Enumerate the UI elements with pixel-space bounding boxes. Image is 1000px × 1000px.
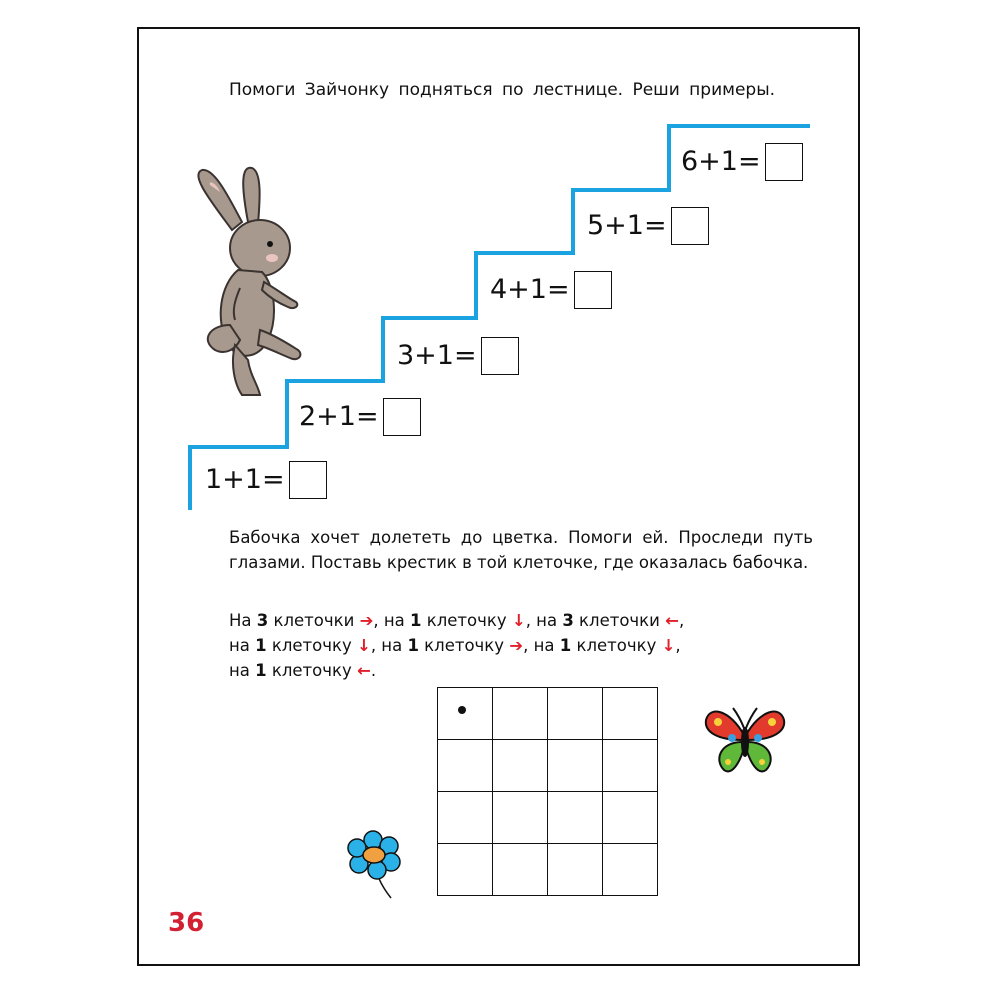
arrow-down-icon: ↓	[511, 611, 526, 630]
task2-steps	[229, 608, 684, 683]
grid-cell[interactable]	[603, 792, 658, 844]
grid-cell[interactable]	[548, 792, 603, 844]
grid-cell[interactable]	[438, 792, 493, 844]
equation-expr: 6+1=	[681, 146, 761, 177]
step-count: 1	[255, 636, 267, 655]
grid-cell[interactable]	[438, 740, 493, 792]
text: клеточку	[421, 611, 512, 630]
step-count: 1	[559, 636, 572, 655]
text: , на	[373, 611, 411, 630]
text: , на	[370, 636, 408, 655]
flower-icon	[345, 830, 410, 900]
equation-expr: 2+1=	[299, 401, 379, 432]
step-count: 1	[407, 636, 419, 655]
bunny-icon	[180, 160, 310, 410]
path-grid	[437, 687, 658, 896]
arrow-right-icon: ➔	[509, 636, 524, 655]
equation-expr: 1+1=	[205, 464, 285, 495]
task2-instructions: Бабочка хочет долететь до цветка. Помоги ей. Проследи путь глазами. Поставь крестик в той клеточке, где оказалась бабочка.	[229, 528, 813, 572]
grid-cell[interactable]	[493, 792, 548, 844]
step-count: 1	[255, 661, 267, 680]
text: на	[229, 636, 256, 655]
equation-4	[490, 270, 612, 310]
grid-cell[interactable]	[438, 688, 493, 740]
equation-3	[397, 336, 519, 376]
arrow-right-icon: ➔	[359, 611, 374, 630]
page-number: 36	[168, 908, 205, 938]
text: .	[370, 661, 377, 680]
answer-box[interactable]	[481, 337, 519, 375]
answer-box[interactable]	[289, 461, 327, 499]
grid-cell[interactable]	[548, 740, 603, 792]
grid-cell[interactable]	[548, 844, 603, 896]
grid-cell[interactable]	[603, 740, 658, 792]
text: клеточку	[418, 636, 510, 655]
butterfly-icon	[700, 700, 790, 780]
grid-cell[interactable]	[493, 688, 548, 740]
equation-5	[587, 206, 709, 246]
text: клеточку	[266, 636, 357, 655]
text: клеточку	[266, 661, 357, 680]
text: на	[229, 661, 256, 680]
equation-expr: 3+1=	[397, 340, 477, 371]
text: клеточки	[573, 611, 666, 630]
step-count: 3	[256, 611, 269, 630]
text: , на	[525, 611, 563, 630]
text: клеточку	[571, 636, 662, 655]
step-count: 1	[410, 611, 422, 630]
equation-1	[205, 460, 327, 500]
grid-cell[interactable]	[603, 844, 658, 896]
text: , на	[523, 636, 560, 655]
grid-cell[interactable]	[548, 688, 603, 740]
answer-box[interactable]	[383, 398, 421, 436]
grid-cell[interactable]	[438, 844, 493, 896]
grid-cell[interactable]	[493, 844, 548, 896]
text: ,	[675, 636, 681, 655]
answer-box[interactable]	[671, 207, 709, 245]
arrow-down-icon: ↓	[661, 636, 676, 655]
step-count: 3	[562, 611, 574, 630]
steps-line-2	[229, 633, 684, 658]
answer-box[interactable]	[574, 271, 612, 309]
arrow-down-icon: ↓	[356, 636, 371, 655]
answer-box[interactable]	[765, 143, 803, 181]
grid-cell[interactable]	[603, 688, 658, 740]
text: ,	[678, 611, 685, 630]
equation-expr: 4+1=	[490, 274, 570, 305]
text: На	[229, 611, 257, 630]
steps-line-1	[229, 608, 684, 633]
equation-2	[299, 397, 421, 437]
steps-line-3	[229, 658, 684, 683]
equation-6	[681, 142, 803, 182]
equation-expr: 5+1=	[587, 210, 667, 241]
text: клеточки	[268, 611, 360, 630]
start-dot-icon	[458, 706, 466, 714]
task1-title: Помоги Зайчонку подняться по лестнице. Реши примеры.	[229, 80, 776, 100]
grid-cell[interactable]	[493, 740, 548, 792]
arrow-left-icon: ←	[665, 611, 679, 630]
arrow-left-icon: ←	[356, 661, 371, 680]
